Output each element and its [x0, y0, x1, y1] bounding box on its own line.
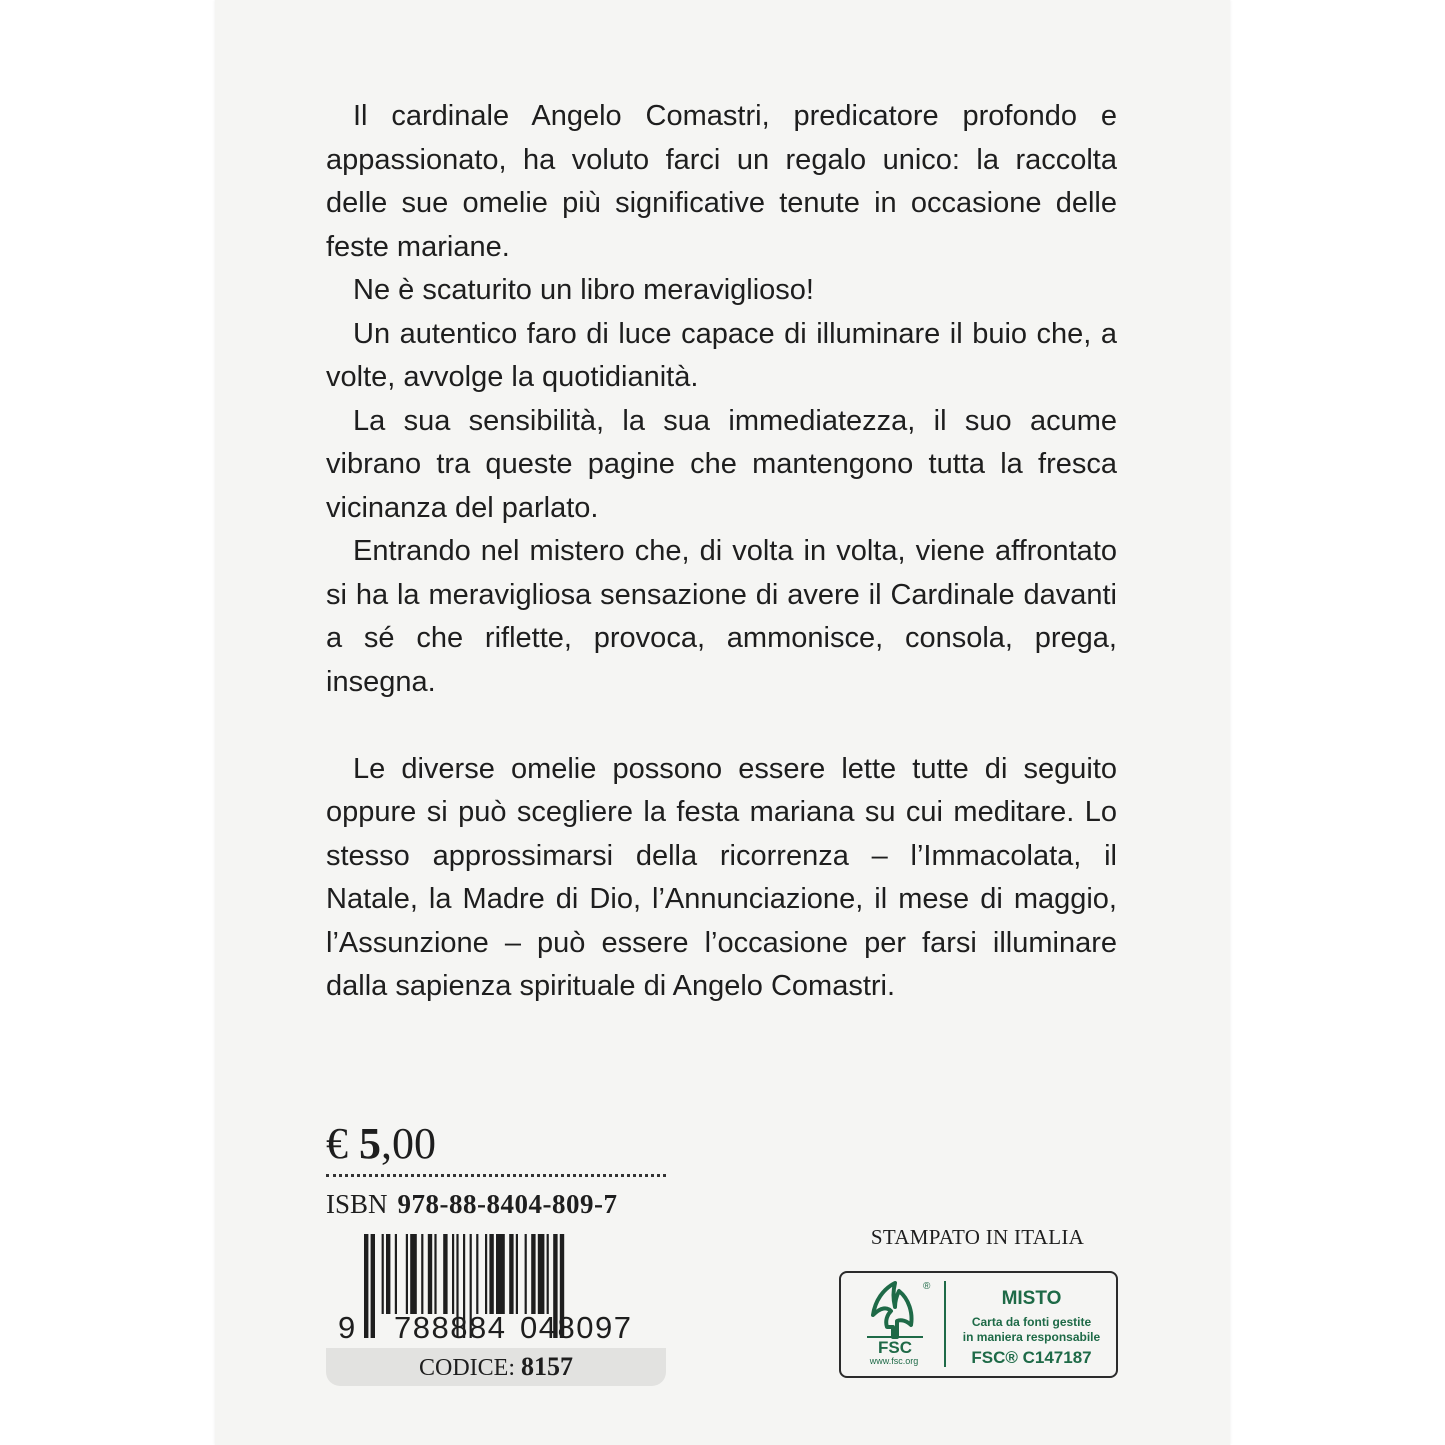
fsc-url: www.fsc.org — [869, 1356, 919, 1366]
fsc-tree-logo-icon — [847, 1277, 943, 1357]
dotted-divider — [326, 1174, 666, 1177]
barcode-bar — [531, 1234, 535, 1314]
barcode-bar — [443, 1234, 447, 1314]
blurb-paragraph-5: Entrando nel mistero che, di volta in volta, viene affrontato si ha la meravigliosa sensazione di avere il Cardinale davanti a sé che riflette, provoca, ammonisce, consola, prega, insegna. — [326, 535, 1117, 698]
price-decimal: ,00 — [381, 1119, 436, 1168]
barcode-bar — [382, 1234, 384, 1314]
fsc-description-line-2: in maniera responsabile — [962, 1330, 1101, 1344]
price-integer: 5 — [359, 1119, 381, 1168]
blurb-paragraph-2: Ne è scaturito un libro meraviglioso! — [353, 274, 814, 306]
fsc-registered-mark: ® — [923, 1281, 931, 1292]
fsc-description — [949, 1315, 1114, 1345]
barcode-bar — [496, 1234, 505, 1314]
blurb-paragraph-6: Le diverse omelie possono essere lette tutte di seguito oppure si può scegliere la festa mariana su cui meditare. Lo stesso approssimarsi della ricorrenza – l’Immacolata, il Natale, la Madre di Dio, l’Annunciazione, il mese di maggio, l’Assunzione – può essere l’occasione per farsi illuminare dalla sapienza spirituale di Angelo Comastri. — [326, 752, 1117, 1002]
barcode-left-group: 788884 — [394, 1310, 507, 1345]
price — [326, 1118, 436, 1170]
barcode — [326, 1232, 666, 1348]
barcode-bar — [509, 1234, 513, 1314]
barcode-bar — [525, 1234, 527, 1314]
currency-symbol: € — [326, 1119, 348, 1168]
barcode-bar — [406, 1234, 408, 1314]
barcode-bar — [410, 1234, 417, 1314]
barcode-bar — [452, 1234, 454, 1314]
blurb-text — [326, 95, 1117, 1009]
barcode-bar — [386, 1234, 390, 1314]
isbn-number: 978-88-8404-809-7 — [397, 1189, 618, 1219]
barcode-bar — [476, 1234, 478, 1314]
fsc-category: MISTO — [1001, 1288, 1062, 1309]
isbn — [326, 1186, 617, 1222]
barcode-bar — [516, 1234, 518, 1314]
isbn-label: ISBN — [326, 1189, 388, 1219]
fsc-label — [839, 1271, 1118, 1378]
codice-label: CODICE: — [419, 1355, 515, 1381]
barcode-bar — [538, 1234, 545, 1314]
barcode-digits — [326, 1310, 666, 1346]
blurb-paragraph-3: Un autentico faro di luce capace di illuminare il buio che, a volte, avvolge la quotidianità. — [326, 317, 1117, 393]
codice-number: 8157 — [521, 1352, 573, 1381]
printed-in-italy: STAMPATO IN ITALIA — [870, 1225, 1085, 1249]
barcode-bar — [421, 1234, 423, 1314]
fsc-divider — [944, 1281, 946, 1367]
fsc-description-line-1: Carta da fonti gestite — [971, 1315, 1092, 1329]
codice — [326, 1348, 666, 1386]
barcode-bar — [428, 1234, 432, 1314]
barcode-bar — [434, 1234, 436, 1314]
barcode-first-digit: 9 — [338, 1310, 357, 1345]
barcode-bar — [547, 1234, 549, 1314]
fsc-license-code: FSC® C147187 — [971, 1348, 1092, 1367]
barcode-right-group: 048097 — [520, 1310, 633, 1345]
barcode-bar — [395, 1234, 397, 1314]
barcode-bar — [489, 1234, 493, 1314]
blurb-paragraph-4: La sua sensibilità, la sua immediatezza, il suo acume vibrano tra queste pagine che mantengono tutta la fresca vicinanza del parlato. — [326, 404, 1117, 524]
barcode-bar — [485, 1234, 487, 1314]
fsc-logo-text: FSC — [878, 1338, 912, 1357]
blurb-paragraph-1: Il cardinale Angelo Comastri, predicatore profondo e appassionato, ha voluto farci un regalo unico: la raccolta delle sue omelie più significative tenute in occasione delle feste mariane. — [326, 100, 1117, 263]
